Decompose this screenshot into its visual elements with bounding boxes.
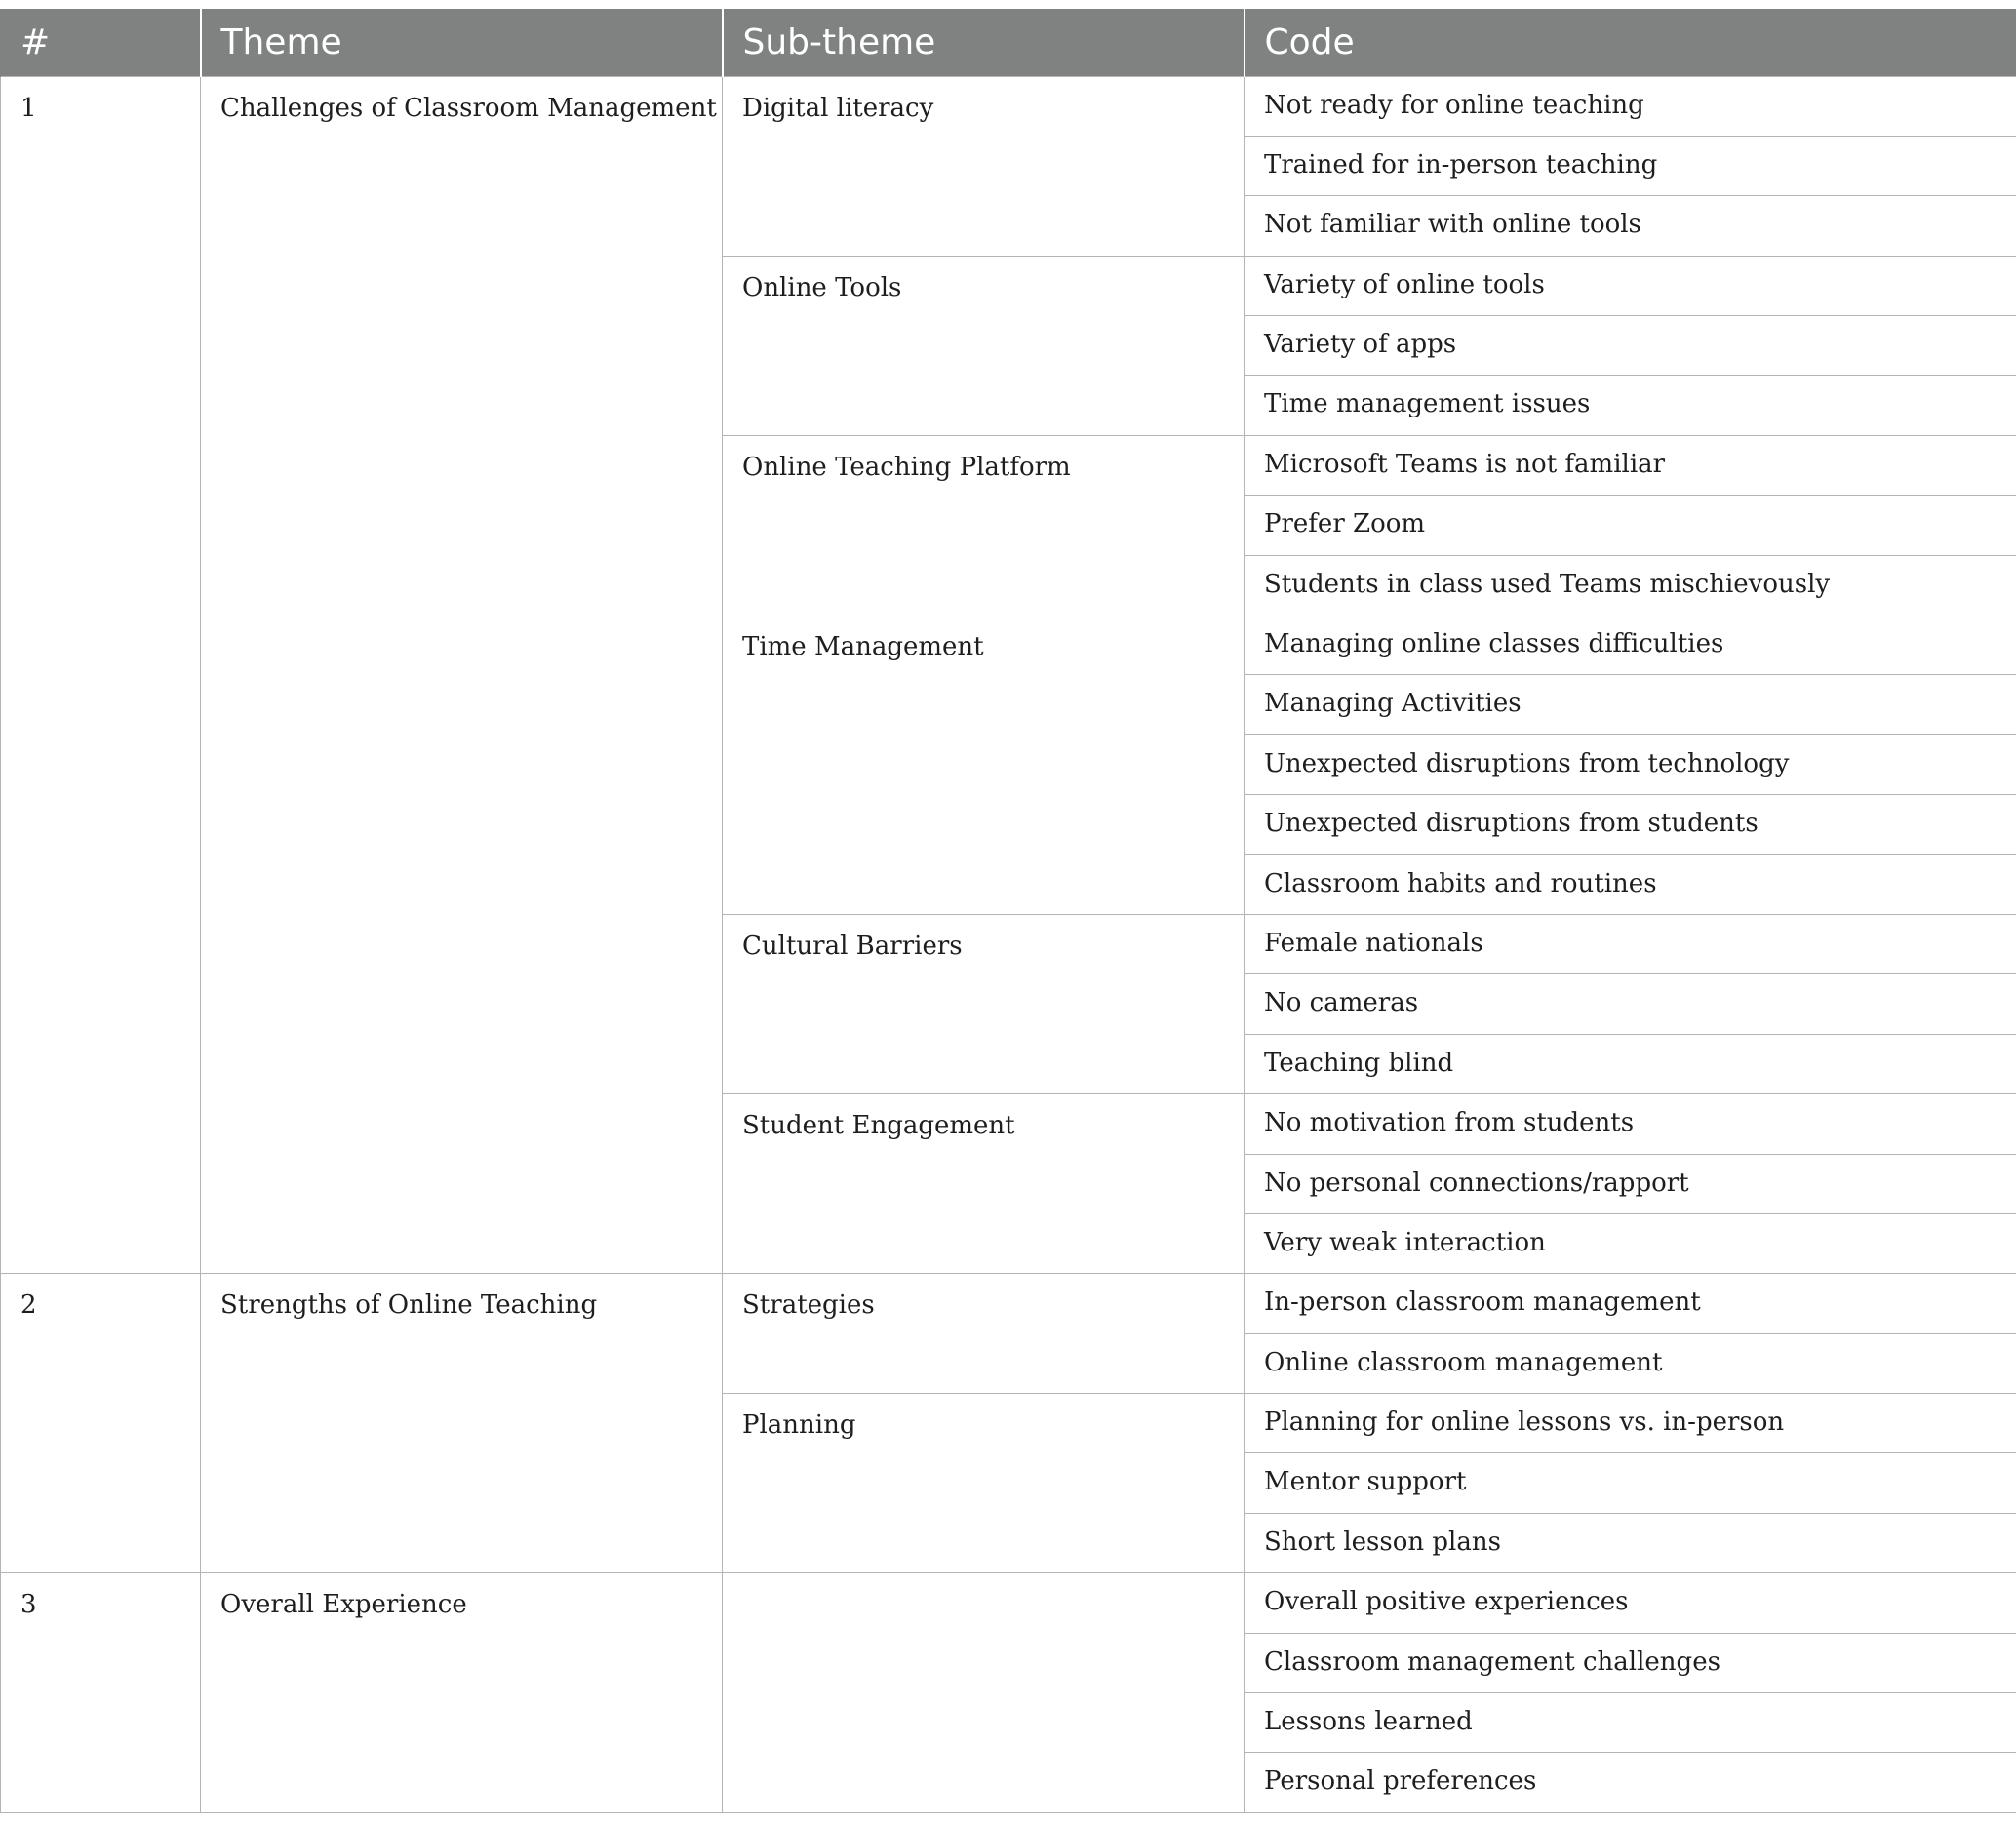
sub-theme-cell: Online Tools: [723, 256, 1245, 435]
table-row: [1, 76, 2016, 136]
code-cell: Overall positive experiences: [1245, 1573, 2016, 1633]
code-cell: Trained for in-person teaching: [1245, 136, 2016, 195]
code-cell: Microsoft Teams is not familiar: [1245, 435, 2016, 495]
code-cell: Classroom habits and routines: [1245, 854, 2016, 914]
theme-cell: Challenges of Classroom Management: [201, 76, 723, 1274]
sub-theme-cell: Time Management: [723, 615, 1245, 915]
code-cell: No cameras: [1245, 974, 2016, 1034]
sub-theme-cell: Cultural Barriers: [723, 914, 1245, 1093]
code-cell: Variety of online tools: [1245, 256, 2016, 315]
code-cell: Variety of apps: [1245, 316, 2016, 376]
sub-theme-cell: [723, 1573, 1245, 1813]
header-sub-theme: Sub-theme: [723, 9, 1245, 76]
code-cell: Prefer Zoom: [1245, 496, 2016, 555]
table-row: [1, 1274, 2016, 1333]
table-body: [1, 76, 2016, 1812]
code-cell: Not familiar with online tools: [1245, 196, 2016, 256]
code-cell: Planning for online lessons vs. in-person: [1245, 1394, 2016, 1453]
code-cell: No personal connections/rapport: [1245, 1154, 2016, 1213]
code-cell: Not ready for online teaching: [1245, 76, 2016, 136]
table-header: [1, 9, 2016, 76]
code-cell: Teaching blind: [1245, 1034, 2016, 1093]
code-cell: No motivation from students: [1245, 1094, 2016, 1154]
row-number: 1: [1, 76, 201, 1274]
code-cell: Time management issues: [1245, 376, 2016, 435]
table-row: [1, 1573, 2016, 1633]
header-code: Code: [1245, 9, 2016, 76]
sub-theme-cell: Strategies: [723, 1274, 1245, 1394]
theme-cell: Overall Experience: [201, 1573, 723, 1813]
row-number: 2: [1, 1274, 201, 1573]
code-cell: Personal preferences: [1245, 1753, 2016, 1812]
header-row: [1, 9, 2016, 76]
sub-theme-cell: Digital literacy: [723, 76, 1245, 256]
code-cell: Classroom management challenges: [1245, 1633, 2016, 1692]
code-cell: Students in class used Teams mischievously: [1245, 555, 2016, 615]
code-cell: Very weak interaction: [1245, 1213, 2016, 1273]
sub-theme-cell: Planning: [723, 1394, 1245, 1573]
sub-theme-cell: Student Engagement: [723, 1094, 1245, 1274]
code-cell: Unexpected disruptions from technology: [1245, 734, 2016, 794]
code-cell: Managing Activities: [1245, 675, 2016, 734]
code-cell: Online classroom management: [1245, 1333, 2016, 1393]
sub-theme-cell: Online Teaching Platform: [723, 435, 1245, 615]
code-cell: Short lesson plans: [1245, 1513, 2016, 1572]
theme-cell: Strengths of Online Teaching: [201, 1274, 723, 1573]
header-theme: Theme: [201, 9, 723, 76]
themes-table: [0, 9, 2016, 1813]
row-number: 3: [1, 1573, 201, 1813]
header-number: #: [1, 9, 201, 76]
code-cell: Managing online classes difficulties: [1245, 615, 2016, 675]
code-cell: Lessons learned: [1245, 1693, 2016, 1753]
code-cell: Mentor support: [1245, 1453, 2016, 1513]
code-cell: Unexpected disruptions from students: [1245, 795, 2016, 854]
themes-table-container: [0, 9, 2016, 1813]
code-cell: Female nationals: [1245, 914, 2016, 973]
code-cell: In-person classroom management: [1245, 1274, 2016, 1333]
